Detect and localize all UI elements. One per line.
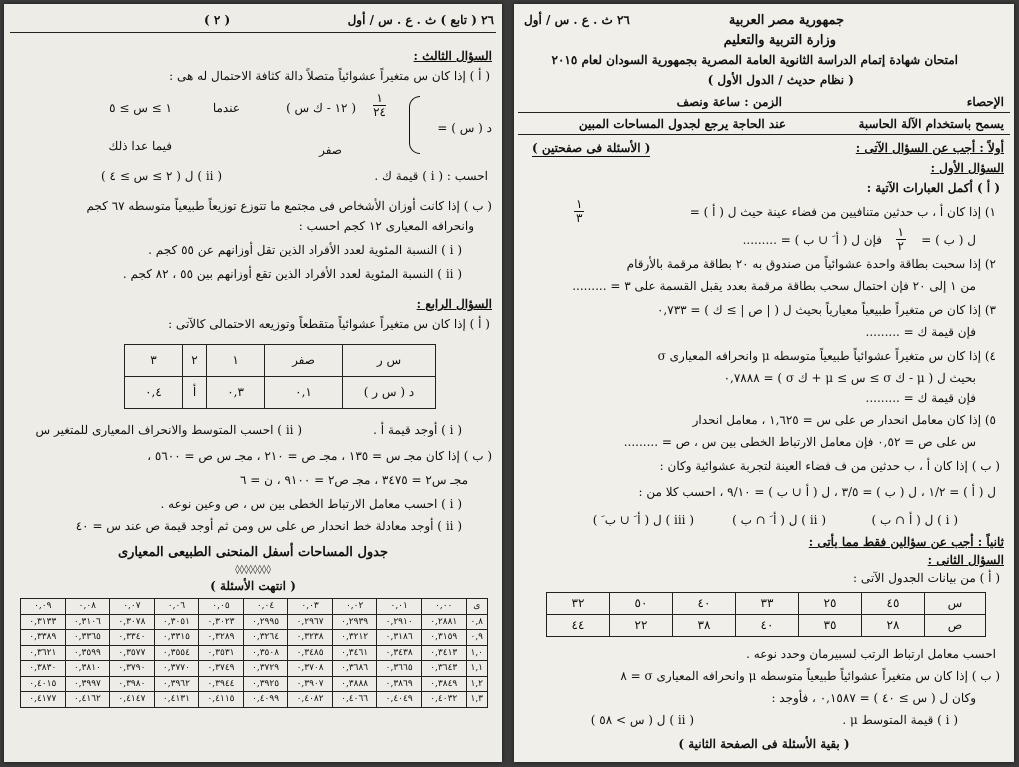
q2b-a: ( ب ) إذا كان س متغيراً عشوائياً طبيعياً متوسطه μ وانحرافه المعيارى σ = ٨ [620,669,1000,683]
country: جمهورية مصر العربية [728,13,844,28]
q3-else: فيما عدا ذلك [108,139,172,153]
table-cell: ٠,٢٨٨١ [421,614,466,630]
table-cell: ٠,٤٠٤٩ [377,692,422,708]
table-cell: ص [925,615,986,637]
table-cell: ٢٢ [610,615,673,637]
table-cell: ٠,٣٠٢٣ [199,614,244,630]
q2-title: السؤال الثانى : [927,553,1004,567]
table-cell: ٠,٣٦٨٦ [332,661,377,677]
q3a-text: ( أ ) إذا كان س متغيراً عشوائياً متصلاً دالة كثافة الاحتمال له هى : [169,69,490,83]
table-cell: ٠,٠٧ [110,599,155,615]
table-cell: ٣٢ [547,593,610,615]
end-note: ( انتهت الأسئلة ) [210,579,296,593]
table-cell: ٠,٤١٣١ [154,692,199,708]
q1-1frac: $\frac{١}{٣}$ [576,197,583,226]
table-cell: ٣٥ [799,615,862,637]
table-cell: ٢٥ [799,593,862,615]
table-cell: ٠,٣ [207,377,265,409]
table-cell: ٠,٤١٦٢ [65,692,110,708]
table-cell: ٠,٠٦ [154,599,199,615]
q1-1a: ١) إذا كان أ ، ب حدثين متنافيين من فضاء عينة حيث ل ( أ ) = [689,205,996,219]
ornament: ◊◊◊◊◊◊◊◊ [235,565,271,575]
table-cell: ٠,٣١٠٦ [65,614,110,630]
table-row [547,593,986,615]
q1-1b: ل ( ب ) = [921,233,976,247]
q3b-ii: ( ii ) النسبة المئوية لعدد الأفراد الذين تقع أوزانهم بين ٥٥ ، ٨٢ كجم . [122,267,462,281]
q3-frac: $\frac{١}{٢٤}$ [373,91,386,120]
exam-page-2 [4,4,502,762]
table-cell: ٠,٠٨ [65,599,110,615]
q1-3a: ٣) إذا كان ص متغيراً طبيعياً معيارياً بحيث ل ( | ص | ≥ ك ) = ٠,٧٣٣ [656,303,996,317]
table-cell: ٠,٠٢ [332,599,377,615]
q1b-b: ل ( أ ) = ١/٢ ، ل ( ب ) = ٣/٥ ، ل ( أ ∪ ب ) = ٩/١٠ ، احسب كلا من : [638,485,996,499]
q3-when: عندما [212,101,240,115]
table-cell: ٠,٣٢١٢ [332,630,377,646]
q3b-i: ( i ) النسبة المئوية لعدد الأفراد الذين تقل أوزانهم عن ٥٥ كجم . [148,243,462,257]
time: الزمن : ساعة ونصف [676,95,782,109]
table-cell: ٤٠ [673,593,736,615]
table-cell: ٠,٣٤٨٥ [288,645,333,661]
table-cell: س [925,593,986,615]
table-row [21,661,488,677]
table-cell: ٠,٣٩٦٢ [154,676,199,692]
table-cell: ٠,٣٨١٠ [65,661,110,677]
system: ( نظام حديث / الدول الأول ) [707,73,854,87]
calc-note: يسمح باستخدام الآلة الحاسبة [858,117,1004,131]
table-cell: ٠,٢٩٣٩ [332,614,377,630]
q1-1frac2: $\frac{١}{٢}$ [897,225,904,254]
table-cell: د ( س ر ) [343,377,436,409]
table-cell: ٠,٣٧٠٨ [288,661,333,677]
table-cell: ٠,١ [265,377,343,409]
table-cell: ٥٠ [610,593,673,615]
q2b-i: ( i ) قيمة المتوسط μ . [842,713,958,727]
table-cell: ٠,٤ [125,377,183,409]
ministry: وزارة التربية والتعليم [723,33,836,48]
table-cell: ٠,٢٩٦٧ [288,614,333,630]
table-row [21,676,488,692]
q2-data-table [546,592,986,637]
table-cell: ٠,٠٤ [243,599,288,615]
q1-title: السؤال الأول : [930,161,1004,175]
table-row [21,614,488,630]
q2a-ask: احسب معامل ارتباط الرتب لسبيرمان وحدد نوعه . [746,647,996,661]
q3-dx: د ( س ) = [437,121,492,135]
table-cell: ٠,٣٥٩٩ [65,645,110,661]
q1b-iii: ( iii ) ل ( أ َ ∪ ب َ ) [592,513,694,527]
table-cell: ١,٣ [466,692,488,708]
table-cell: ٣ [125,345,183,377]
q4b-i: ( i ) احسب معامل الارتباط الخطى بين س ، ص وعين نوعه . [160,497,462,511]
table-cell: س ر [343,345,436,377]
q1b-a: ( ب ) إذا كان أ ، ب حدثين من ف فضاء العينة لتجربة عشوائية وكان : [659,459,1000,473]
q3-calc: احسب : ( i ) قيمة ك . [374,169,488,183]
table-cell: ٠,٣١٨٦ [377,630,422,646]
table-cell: ٠,٣٢٣٨ [288,630,333,646]
table-note: عند الحاجة يرجع لجدول المساحات المبين [578,117,786,131]
table-cell: ٠,٩ [466,630,488,646]
q3b-a: ( ب ) إذا كانت أوزان الأشخاص فى مجتمع ما تتوزع توزيعاً طبيعياً متوسطه ٦٧ كجم [86,199,492,213]
q1a-title: ( أ ) أكمل العبارات الآتية : [866,181,1000,195]
table-cell: صفر [265,345,343,377]
table-row [21,645,488,661]
q3-title: السؤال الثالث : [413,49,492,63]
table-cell: ٠,٤٠٨٢ [288,692,333,708]
table-cell: ٠,٣٧٤٩ [199,661,244,677]
table-cell: ٠,٠٣ [288,599,333,615]
table-cell: ٠,٣٨٦٩ [377,676,422,692]
q1-2a: ٢) إذا سحبت بطاقة واحدة عشوائياً من صندوق به ٢٠ بطاقة مرقمة بالأرقام [626,257,996,271]
table-cell: ى [466,599,488,615]
table-cell: ٣٨ [673,615,736,637]
table-cell: ٠,٣٥٠٨ [243,645,288,661]
q4b-ii: ( ii ) أوجد معادلة خط انحدار ص على س ومن ثم أوجد قيمة ص عند س = ٤٠ [75,519,462,533]
header-rule [10,32,496,33]
q4-distribution-table [124,344,436,409]
table-cell: ٠,٤٠١٥ [21,676,66,692]
q1b-ii: ( ii ) ل ( أ َ ∩ ب ) [732,513,826,527]
page-code: ٢٦ ث . ع . س / أول [524,13,630,27]
table-row [21,692,488,708]
table-cell: ٠,٣٥٧٧ [110,645,155,661]
q1-4c: فإن قيمة ك = ......... [865,391,976,405]
part1: أولاً : أجب عن السؤال الآتى : [855,141,1004,155]
q4a-i: ( i ) أوجد قيمة أ . [373,423,462,437]
q1-2b: من ١ إلى ٢٠ فإن احتمال سحب بطاقة مرقمة بعدد يقبل القسمة على ٣ = ......... [572,279,976,293]
table-row [21,599,488,615]
footer-note: ( بقية الأسئلة فى الصفحة الثانية ) [678,737,850,751]
table-cell: ١,٢ [466,676,488,692]
piecewise-brace [409,96,420,154]
table-cell: ٠,٣٩٤٤ [199,676,244,692]
q1-5b: س على ص = ٠,٥٢ فإن معامل الارتباط الخطى بين س ، ص = ......... [623,435,976,449]
table-row [125,377,436,409]
table-cell: ٠,٠٠ [421,599,466,615]
table-cell: ٠,٣٣٤٠ [110,630,155,646]
table-cell: ٠,٣٦٦٥ [377,661,422,677]
table-cell: ٠,٣٢٦٤ [243,630,288,646]
table-cell: ٠,٣١٣٣ [21,614,66,630]
table-cell: ٠,٠٥ [199,599,244,615]
table-cell: ٢٨ [862,615,925,637]
table-cell: ٠,٢٩١٠ [377,614,422,630]
table-cell: ٠,٣٠٥١ [154,614,199,630]
q2b-ii: ( ii ) ل ( س > ٥٨ ) [590,713,694,727]
q1b-i: ( i ) ل ( أ ∩ ب ) [871,513,958,527]
q3-zero: صفر [319,143,342,157]
table-cell: ٠,٨ [466,614,488,630]
q3-range: ١ ≥ س ≥ ٥ [109,101,172,115]
table-cell: ٠,٣٨٣٠ [21,661,66,677]
table-cell: ٣٣ [736,593,799,615]
q1-4b: بحيث ل ( μ - ك σ ≥ س ≥ μ + ك σ ) = ٠,٧٨٨٨ [723,371,976,385]
table-cell: ٠,٣٩٢٥ [243,676,288,692]
table-cell: ٠,٤١٤٧ [110,692,155,708]
table-cell: ٠,٣٧٢٩ [243,661,288,677]
table-cell: ١,١ [466,661,488,677]
table-cell: ٠,٣١٥٩ [421,630,466,646]
table-cell: ١ [207,345,265,377]
q2b-b: وكان ل ( س ≥ ٤٠ ) = ٠,١٥٨٧ ، فأوجد : [771,691,976,705]
q3-expression: ( ١٢ - ك س ) [286,101,356,115]
table-cell: ٠,٣٢٨٩ [199,630,244,646]
table-cell: ٠,٣٦٢١ [21,645,66,661]
q3-ii: ( ii ) ل ( ٢ ≥ س ≥ ٤ ) [101,169,222,183]
q4b-a: ( ب ) إذا كان مجـ س = ١٣٥ ، مجـ ص = ٢١٠ ، مجـ س ص = ٥٦٠٠ ، [147,449,492,463]
q1-3b: فإن قيمة ك = ......... [865,325,976,339]
q4a-text: ( أ ) إذا كان س متغيراً عشوائياً متقطعاً وتوزيعه الاحتمالى كالآتى : [168,317,490,331]
table-cell: ٠,٣٣٦٥ [65,630,110,646]
table-cell: ٠,٤١١٥ [199,692,244,708]
table-row [21,630,488,646]
page-number: ( ٢ ) [204,13,231,27]
table-cell: ٠,٣٣١٥ [154,630,199,646]
q1-1c: فإن ل ( أ َ ∪ ب ) = ......... [742,233,882,247]
exam-title: امتحان شهادة إتمام الدراسة الثانوية العامة المصرية بجمهورية السودان لعام ٢٠١٥ [551,53,958,67]
q4a-ii: ( ii ) احسب المتوسط والانحراف المعيارى للمتغير س [35,423,302,437]
table-row [125,345,436,377]
table-cell: ٠,٣٤١٣ [421,645,466,661]
table-cell: ٠,٣٦٤٣ [421,661,466,677]
table-cell: ٠,٣٩٨٠ [110,676,155,692]
table-cell: أ [182,377,206,409]
table-cell: ٠,٣٧٧٠ [154,661,199,677]
table-cell: ١,٠ [466,645,488,661]
table-cell: ٠,٣٥٣١ [199,645,244,661]
table-cell: ٠,٠٩ [21,599,66,615]
q1-4a: ٤) إذا كان س متغيراً عشوائياً طبيعياً متوسطه μ وانحرافه المعيارى σ [657,349,996,363]
table-cell: ٠,٢٩٩٥ [243,614,288,630]
two-pages-note: ( الأسئلة فى صفحتين ) [532,140,650,157]
table-row [547,615,986,637]
normal-table-title: جدول المساحات أسفل المنحنى الطبيعى المعيارى [117,545,389,560]
q1-5a: ٥) إذا كان معامل انحدار ص على س = ١,٦٢٥ ، معامل انحدار [692,413,996,427]
q4-title: السؤال الرابع : [416,297,492,311]
q4b-b: مجـ س٢ = ٣٤٧٥ ، مجـ ص٢ = ٩١٠٠ ، ن = ٦ [240,473,468,487]
table-cell: ٠,٣٤٣٨ [377,645,422,661]
part2: ثانياً : أجب عن سؤالين فقط مما يأتى : [808,535,1004,549]
table-cell: ٠,٣٩٩٧ [65,676,110,692]
table-cell: ٠,٣٥٥٤ [154,645,199,661]
table-cell: ٠,٣٩٠٧ [288,676,333,692]
table-cell: ٠,٣٤٦١ [332,645,377,661]
table-cell: ٠,٠١ [377,599,422,615]
table-cell: ٠,٣٨٨٨ [332,676,377,692]
table-cell: ٠,٣٧٩٠ [110,661,155,677]
subject: الإحصاء [966,95,1004,109]
table-cell: ٠,٤١٧٧ [21,692,66,708]
table-cell: ٤٥ [862,593,925,615]
table-cell: ٢ [182,345,206,377]
rule [518,112,1010,113]
exam-page-1 [514,4,1014,762]
table-cell: ٠,٤٠٣٢ [421,692,466,708]
table-cell: ٤٤ [547,615,610,637]
table-cell: ٠,٣٠٧٨ [110,614,155,630]
table-cell: ٠,٣٣٨٩ [21,630,66,646]
table-cell: ٤٠ [736,615,799,637]
table-cell: ٠,٤٠٦٦ [332,692,377,708]
table-cell: ٠,٣٨٤٩ [421,676,466,692]
page-code: ٢٦ ( تابع ) ث . ع . س / أول [347,13,494,27]
rule [518,134,1010,135]
normal-distribution-table [20,598,488,708]
q3b-b: وانحرافه المعيارى ١٢ كجم احسب : [298,219,474,233]
q2a: ( أ ) من بيانات الجدول الآتى : [853,571,1000,585]
table-cell: ٠,٤٠٩٩ [243,692,288,708]
